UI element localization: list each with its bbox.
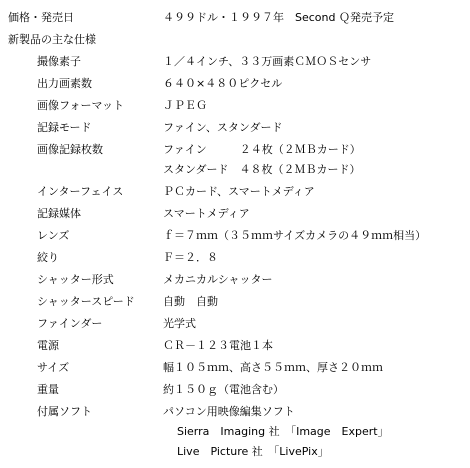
spec-value: スマートメディア <box>163 207 250 220</box>
spec-value: ファイン、スタンダード <box>163 121 283 134</box>
spec-value: 幅１０５ｍｍ、高さ５５ｍｍ、厚さ２０ｍｍ <box>163 361 383 374</box>
spec-value: スタンダード ４８枚（２ＭＢカード） <box>163 163 361 176</box>
spec-label: 出力画素数 <box>37 77 92 90</box>
spec-value: 光学式 <box>163 317 196 330</box>
software-credit: Sierra Imaging 社 「Image Expert」 <box>177 425 389 438</box>
spec-label: サイズ <box>37 361 70 374</box>
spec-label: 画像フォーマット <box>37 99 125 112</box>
spec-value: メカニカルシャッター <box>163 273 273 286</box>
spec-label: 記録媒体 <box>37 207 81 220</box>
spec-label: 記録モード <box>37 121 92 134</box>
spec-value: パソコン用映像編集ソフト <box>163 405 295 418</box>
spec-label: シャッタースピード <box>37 295 135 308</box>
spec-value: ＪＰＥＧ <box>163 99 207 112</box>
section-title: 新製品の主な仕様 <box>8 33 96 46</box>
spec-label: 画像記録枚数 <box>37 143 103 156</box>
spec-value: 自動 自動 <box>163 295 218 308</box>
price-value: ４９９ドル・１９９７年 Second Ｑ発売予定 <box>163 11 394 24</box>
spec-value: ６４０×４８０ピクセル <box>163 77 283 90</box>
spec-value: Ｆ＝２．８ <box>163 251 218 264</box>
spec-label: 撮像素子 <box>37 55 81 68</box>
spec-value: ＰＣカード、スマートメディア <box>163 185 315 198</box>
spec-value: １／４インチ、３３万画素ＣＭＯＳセンサ <box>163 55 372 68</box>
spec-label: 付属ソフト <box>37 405 92 418</box>
spec-label: シャッター形式 <box>37 273 114 286</box>
spec-value: 約１５０ｇ（電池含む） <box>163 383 284 396</box>
spec-label: 重量 <box>37 383 59 396</box>
spec-label: レンズ <box>37 229 70 242</box>
spec-label: 絞り <box>37 251 59 264</box>
price-label: 価格・発売日 <box>8 11 74 24</box>
spec-value: ＣＲ－１２３電池１本 <box>163 339 273 352</box>
spec-value: ｆ＝７ｍｍ（３５ｍｍサイズカメラの４９ｍｍ相当） <box>163 229 427 242</box>
software-credit: Live Picture 社 「LivePix」 <box>177 445 329 458</box>
spec-label: 電源 <box>37 339 59 352</box>
spec-value: ファイン ２４枚（２ＭＢカード） <box>163 143 361 156</box>
spec-label: ファインダー <box>37 317 103 330</box>
spec-label: インターフェイス <box>37 185 124 198</box>
